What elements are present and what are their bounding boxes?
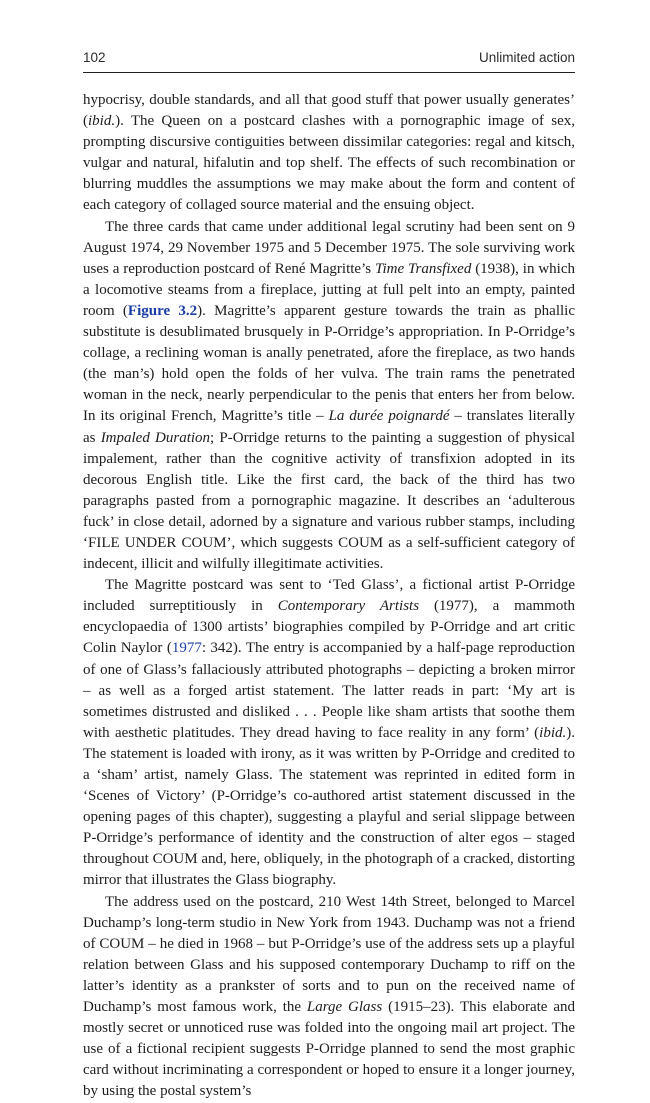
text-run: Impaled Duration: [100, 429, 211, 446]
citation-link[interactable]: 1977: [171, 640, 202, 657]
page-number: 102: [83, 50, 106, 65]
text-run: The address used on the postcard, 210 West 14th Street, belonged to Marcel Duchamp’s long-term studio in New York from 1943. Duchamp was not a friend of COUM – he died in 1968 – but P-Orridge’s use of the address sets up a playful relation between Glass and his supposed contemporary Duchamp to riff on the latter’s identity as a prankster of sorts and to pun on the received name of Duchamp’s most famous work, the: [83, 893, 575, 1016]
text-run: Time Transfixed: [374, 260, 472, 277]
figure-reference-link[interactable]: Figure 3.2: [127, 302, 198, 319]
paragraph: [83, 217, 575, 576]
text-run: The Magritte postcard was sent to ‘Ted Glass’, a fictional artist P-Orridge included surreptitiously in: [83, 577, 575, 615]
text-run: Contemporary Artists: [277, 598, 420, 615]
text-run: ibid.: [539, 724, 567, 741]
text-run: The three cards that came under additional legal scrutiny had been sent on 9 August 1974, 29 November 1975 and 5 December 1975. The sole surviving work uses a reproduction postcard of René Magritte’s: [83, 218, 575, 277]
text-run: hypocrisy, double standards, and all that good stuff that power usually generates’ (: [83, 92, 575, 130]
text-run: (1915–23). This elaborate and mostly secret or unnoticed ruse was folded into the ongoing mail art project. The use of a fictional recipient suggests P-Orridge planned to send the most graphic card without incriminating a correspondent or hoped to ensure it a longer journey, by using the postal system’s: [83, 999, 575, 1100]
text-run: – translates literally as: [83, 408, 575, 446]
text-run: (1977), a mammoth encyclopaedia of 1300 artists’ biographies compiled by P-Orridge and art critic Colin Naylor (: [83, 598, 575, 657]
body-text: [83, 90, 575, 1103]
page-header: [83, 50, 575, 73]
text-run: ). Magritte’s apparent gesture towards the train as phallic substitute is desublimated brusquely in P-Orridge’s appropriation. In P-Orridge’s collage, a reclining woman is anally penetrated, afore the fireplace, as two hands (the man’s) hold open the folds of her vulva. The train rams the penetrated woman in the neck, nearly perpendicular to the penis that enters her from below. In its original French, Magritte’s title –: [83, 302, 576, 425]
paragraph: [83, 892, 575, 1103]
text-run: ). The Queen on a postcard clashes with a pornographic image of sex, prompting discursive contiguities between dissimilar categories: regal and kitsch, vulgar and natural, hifalutin and top shelf. The effects of such recombination or blurring muddles the assumptions we may make about the form and content of each category of collaged source material and the ensuing object.: [83, 113, 575, 214]
text-run: ; P-Orridge returns to the painting a suggestion of physical impalement, rather than the cognitive activity of transfixion adopted in its decorous English title. Like the first card, the back of the third has two paragraphs pasted from a pornographic magazine. It describes an ‘adulterous fuck’ in close detail, adorned by a signature and various rubber stamps, including ‘FILE UNDER COUM’, which suggests COUM as a self-sufficient category of indecent, illicit and wilfully illegitimate activities.: [83, 429, 575, 573]
text-run: La durée poignardé: [328, 408, 450, 425]
text-run: (1938), in which a locomotive steams from a fireplace, jutting at full pelt into an empty, painted room (: [83, 260, 575, 319]
text-run: : 342). The entry is accompanied by a half-page reproduction of one of Glass’s fallaciously attributed photographs – depicting a broken mirror – as well as a forged artist statement. The latter reads in part: ‘My art is sometimes distrusted and disliked . . . People like sham artists that soothe them with aesthetic platitudes. They dread having to face reality in any form’ (: [83, 640, 575, 741]
paragraph: [83, 575, 575, 891]
paragraph: [83, 90, 575, 217]
running-head: Unlimited action: [478, 50, 575, 65]
text-run: ibid.: [88, 113, 116, 130]
text-run: Large Glass: [306, 999, 383, 1016]
text-run: ). The statement is loaded with irony, as it was written by P-Orridge and credited to a ‘sham’ artist, namely Glass. The statement was reprinted in edited form in ‘Scenes of Victory’ (P-Orridge’s co-authored artist statement discussed in the opening pages of this chapter), suggesting a playful and serial slippage between P-Orridge’s performance of identity and the construction of alter egos – staged throughout COUM and, here, obliquely, in the photograph of a cracked, distorting mirror that illustrates the Glass biography.: [83, 724, 575, 889]
